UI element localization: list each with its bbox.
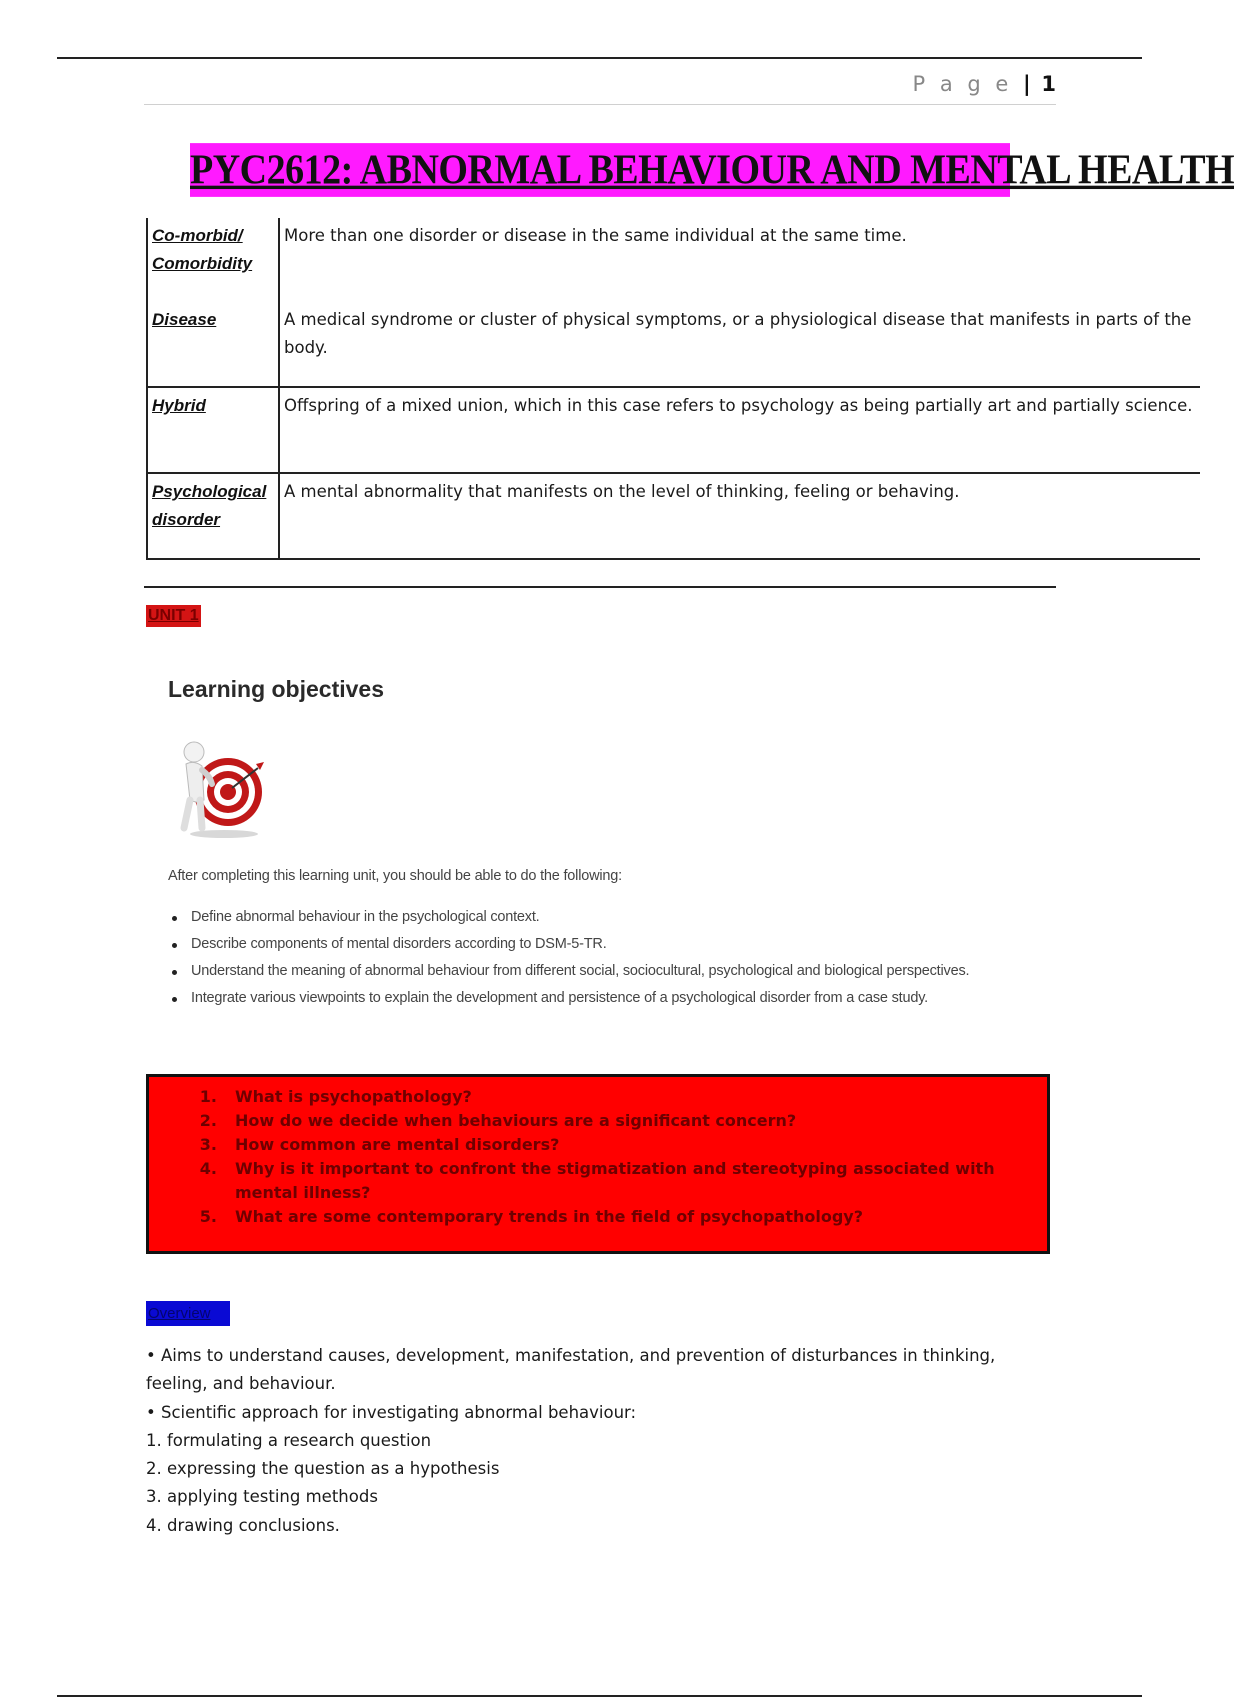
top-rule	[57, 57, 1142, 59]
question-text: How do we decide when behaviours are a significant concern?	[235, 1111, 797, 1130]
overview-line: • Scientific approach for investigating abnormal behaviour:	[146, 1402, 637, 1422]
question-text: What are some contemporary trends in the field of psychopathology?	[235, 1207, 864, 1226]
glossary-row	[146, 388, 1200, 474]
overview-label: Overview	[146, 1301, 230, 1326]
overview-line: 4. drawing conclusions.	[146, 1515, 340, 1535]
learning-objectives-heading: Learning objectives	[168, 676, 385, 702]
bottom-rule	[57, 1695, 1142, 1697]
header-rule	[144, 104, 1056, 105]
glossary-row	[146, 218, 1200, 302]
unit-label: UNIT 1	[146, 605, 201, 627]
glossary-term: Co-morbid/ Comorbidity	[146, 218, 280, 302]
glossary-term: Psychological disorder	[146, 474, 280, 558]
glossary-definition: Offspring of a mixed union, which in this case refers to psychology as being partially art and partially science.	[284, 396, 1193, 415]
list-item	[149, 1205, 1047, 1229]
overview-line: 1. formulating a research question	[146, 1430, 432, 1450]
list-item: Integrate various viewpoints to explain the development and persistence of a psychological disorder from a case study.	[168, 985, 969, 1012]
page-number-value: 1	[1041, 72, 1056, 96]
question-number: 2.	[199, 1111, 217, 1130]
overview-line: 2. expressing the question as a hypothesis	[146, 1459, 500, 1479]
target-figure-icon	[172, 740, 272, 840]
glossary-definition: A mental abnormality that manifests on the level of thinking, feeling or behaving.	[284, 482, 960, 501]
glossary-row	[146, 302, 1200, 388]
question-number: 5.	[199, 1207, 217, 1226]
overview-body	[146, 1342, 1046, 1540]
page-number	[913, 72, 1056, 96]
question-text: What is psychopathology?	[235, 1087, 472, 1106]
learning-objectives-intro: After completing this learning unit, you should be able to do the following:	[168, 868, 622, 884]
glossary-definition: More than one disorder or disease in the same individual at the same time.	[284, 226, 907, 245]
page-label: P a g e	[912, 72, 1013, 96]
question-number: 1.	[199, 1087, 217, 1106]
list-item	[149, 1085, 1047, 1109]
question-text: Why is it important to confront the stigmatization and stereotyping associated with mental illness?	[235, 1159, 995, 1202]
question-number: 4.	[199, 1159, 217, 1178]
key-questions-list	[149, 1077, 1047, 1229]
page-separator: |	[1023, 72, 1031, 96]
document-title: PYC2612: ABNORMAL BEHAVIOUR AND MENTAL HEALTH	[190, 143, 1010, 197]
list-item: Understand the meaning of abnormal behaviour from different social, sociocultural, psychological and biological perspectives.	[168, 958, 969, 985]
question-text: How common are mental disorders?	[235, 1135, 560, 1154]
list-item	[149, 1157, 1047, 1205]
list-item: Describe components of mental disorders according to DSM-5-TR.	[168, 931, 969, 958]
list-item	[149, 1133, 1047, 1157]
key-questions-box	[146, 1074, 1050, 1254]
glossary-row	[146, 474, 1200, 560]
list-item	[149, 1109, 1047, 1133]
overview-line: • Aims to understand causes, development, manifestation, and prevention of disturbances in thinking, feeling, and behaviour.	[146, 1346, 996, 1394]
overview-line: 3. applying testing methods	[146, 1487, 378, 1507]
glossary-definition: A medical syndrome or cluster of physical symptoms, or a physiological disease that manifests in parts of the body.	[284, 310, 1192, 357]
glossary-term: Disease	[146, 302, 280, 386]
list-item: Define abnormal behaviour in the psychological context.	[168, 904, 969, 931]
section-rule	[144, 586, 1056, 588]
learning-objectives-list	[168, 904, 969, 1012]
glossary-term: Hybrid	[146, 388, 280, 472]
question-number: 3.	[199, 1135, 217, 1154]
glossary-table	[146, 218, 1200, 560]
